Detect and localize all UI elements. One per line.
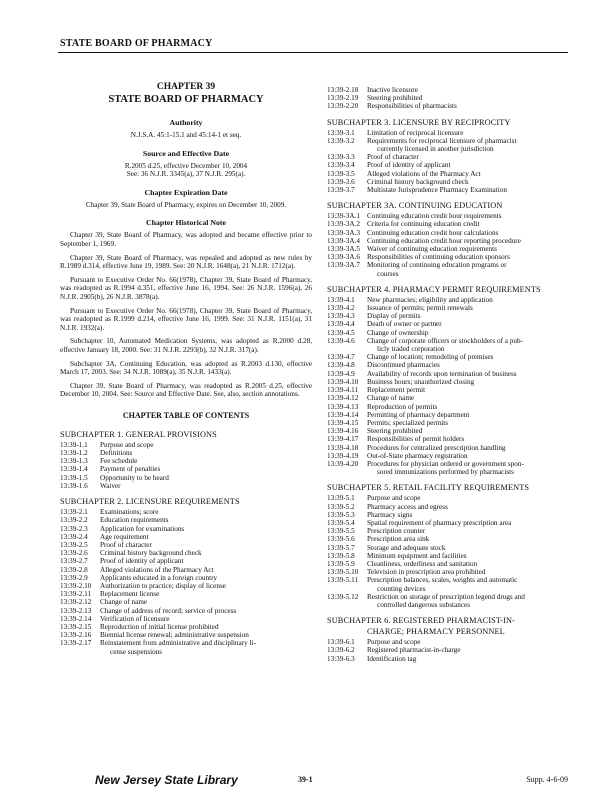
- section-title: Registered pharmacist-in-charge: [367, 646, 461, 655]
- toc-entry: [60, 574, 312, 582]
- toc-entry: [327, 186, 575, 194]
- section-number: 13:39-4.15: [327, 418, 359, 427]
- section-title: Spatial requirement of pharmacy prescription area: [367, 518, 512, 527]
- section-number: 13:39-4.9: [327, 369, 355, 378]
- toc-entry: [327, 394, 575, 402]
- section-title: Alleged violations of the Pharmacy Act: [100, 565, 214, 574]
- section-title: Age requirement: [100, 532, 149, 541]
- section-number: 13:39-2.18: [327, 86, 359, 94]
- section-number: 13:39-5.12: [327, 592, 359, 601]
- section-title: Multistate Jurisprudence Pharmacy Examination: [367, 186, 507, 195]
- section-title: Permitting of pharmacy department: [367, 410, 470, 419]
- subchapter-title: SUBCHAPTER 5. RETAIL FACILITY REQUIREMENTS: [327, 483, 530, 493]
- section-number: 13:39-4.8: [327, 361, 355, 370]
- toc-entry: [327, 86, 575, 94]
- section-title: Inactive licensure: [367, 86, 418, 94]
- section-title: Purpose and scope: [367, 638, 421, 647]
- toc-subchapter: [327, 616, 575, 663]
- toc-entry: [327, 511, 575, 519]
- library-stamp: New Jersey State Library: [95, 773, 238, 787]
- section-number: 13:39-5.10: [327, 568, 359, 577]
- source-line: See: 36 N.J.R. 3345(a), 37 N.J.R. 295(a).: [126, 170, 246, 179]
- toc-entry: [60, 457, 312, 465]
- toc-entry: [60, 516, 312, 524]
- toc-entry: [327, 337, 575, 353]
- toc-subchapter: [60, 430, 312, 490]
- section-number: 13:39-2.17: [60, 639, 92, 648]
- section-number: 13:39-2.4: [60, 532, 88, 541]
- toc-entry: [60, 623, 312, 631]
- section-title: Reproduction of initial license prohibited: [100, 622, 219, 631]
- toc-entry: [327, 137, 575, 153]
- toc-entry: [60, 615, 312, 623]
- section-title: Verification of licensure: [100, 614, 170, 623]
- section-title: Storage and adequate stock: [367, 543, 446, 552]
- section-number: 13:39-2.1: [60, 508, 88, 517]
- section-title: Education requirements: [100, 516, 169, 525]
- toc-entry: [327, 94, 575, 102]
- section-title: Responsibilities of permit holders: [367, 435, 465, 444]
- toc-subchapter: [327, 483, 575, 609]
- toc-entry: [327, 312, 575, 320]
- section-number: 13:39-5.7: [327, 543, 355, 552]
- toc-entry: [327, 568, 575, 576]
- toc-entry: [327, 444, 575, 452]
- section-number: 13:39-3.4: [327, 161, 355, 170]
- expiration-heading: Chapter Expiration Date: [144, 187, 228, 197]
- toc-entry: [60, 482, 312, 490]
- toc-entry: [60, 449, 312, 457]
- section-title: Change of corporate officers or stockholders of a pub- licly traded corporation: [367, 336, 523, 354]
- source-text: [60, 162, 312, 179]
- section-number: 13:39-2.13: [60, 606, 92, 615]
- section-number: 13:39-1.2: [60, 449, 88, 458]
- subchapter-title: SUBCHAPTER 3A. CONTINUING EDUCATION: [327, 201, 503, 211]
- section-number: 13:39-2.19: [327, 94, 359, 103]
- section-title: Payment of penalties: [100, 465, 161, 474]
- toc-subchapter: [327, 118, 575, 195]
- subchapter-title: SUBCHAPTER 4. PHARMACY PERMIT REQUIREMENTS: [327, 284, 541, 294]
- section-title: Replacement license: [100, 590, 160, 599]
- toc-entry: [327, 329, 575, 337]
- toc-entry: [327, 353, 575, 361]
- toc-entry: [327, 593, 575, 609]
- section-number: 13:39-4.1: [327, 295, 355, 304]
- section-number: 13:39-1.3: [60, 457, 88, 466]
- section-title: Waiver: [100, 481, 121, 490]
- section-title: Continuing education credit hour reporting procedure: [367, 236, 521, 245]
- section-title: New pharmacies; eligibility and application: [367, 295, 493, 304]
- section-title: Business hours; unauthorized closing: [367, 377, 475, 386]
- toc-entry: [60, 590, 312, 598]
- toc-entry: [60, 607, 312, 615]
- section-title: Change of address of record; service of process: [100, 606, 237, 615]
- subchapter-title: SUBCHAPTER 3. LICENSURE BY RECIPROCITY: [327, 117, 511, 127]
- section-number: 13:39-4.2: [327, 304, 355, 313]
- toc-entry: [60, 525, 312, 533]
- toc-entry: [327, 494, 575, 502]
- toc-entry: [327, 535, 575, 543]
- toc-entry: [60, 474, 312, 482]
- section-number: 13:39-2.3: [60, 524, 88, 533]
- section-title: Procedures for physician ordered or government spon- sored immunizations performed by pharmacists: [367, 459, 524, 477]
- section-title: Minimum equipment and facilities: [367, 551, 467, 560]
- section-number: 13:39-5.9: [327, 559, 355, 568]
- section-number: 13:39-5.4: [327, 518, 355, 527]
- toc-subchapter: [60, 497, 312, 656]
- chapter-title: STATE BOARD OF PHARMACY: [108, 94, 264, 105]
- section-title: Prescription balances, scales, weights and automatic counting devices: [367, 576, 518, 593]
- running-header: STATE BOARD OF PHARMACY: [60, 38, 213, 49]
- section-number: 13:39-5.6: [327, 535, 355, 544]
- section-number: 13:39-3A.4: [327, 236, 360, 245]
- section-number: 13:39-2.6: [60, 549, 88, 558]
- source-line: R.2005 d.25, effective December 10, 2004: [124, 161, 248, 170]
- toc-entry: [327, 378, 575, 386]
- history-paragraph: Chapter 39, State Board of Pharmacy, was readopted as R.2005 d.25, effective December 10, 2004. See: Source and Effective Date. See, also, section annotations.: [60, 381, 312, 399]
- section-number: 13:39-3.1: [327, 128, 355, 137]
- history-paragraph: Pursuant to Executive Order No. 66(1978), Chapter 39, State Board of Pharmacy, was readopted as R.1999 d.214, effective June 16, 1999. See: 31 N.J.R. 1151(a), 31 N.J.R. 1932(a).: [60, 306, 312, 332]
- section-title: Change of name: [100, 598, 148, 607]
- section-number: 13:39-1.5: [60, 473, 88, 482]
- section-number: 13:39-3A.3: [327, 228, 360, 237]
- history-paragraph: Pursuant to Executive Order No. 66(1978), Chapter 39, State Board of Pharmacy, was readopted as R.1994 d.351, effective June 16, 1994. See: 26 N.J.R. 1596(a), 26 N.J.R. 2905(b), 26 N.J.R. 3878(a).: [60, 275, 312, 301]
- section-number: 13:39-1.1: [60, 440, 88, 449]
- toc-entry: [327, 638, 575, 646]
- toc-entry: [327, 560, 575, 568]
- toc-entry: [327, 304, 575, 312]
- section-title: Reproduction of permits: [367, 402, 438, 411]
- section-number: 13:39-3A.5: [327, 245, 360, 254]
- section-number: 13:39-4.16: [327, 427, 359, 436]
- toc-entry: [60, 533, 312, 541]
- section-number: 13:39-3.6: [327, 177, 355, 186]
- toc-entry: [327, 403, 575, 411]
- authority-heading: Authority: [169, 118, 203, 127]
- section-number: 13:39-1.4: [60, 465, 88, 474]
- section-title: Proof of character: [367, 153, 419, 162]
- section-number: 13:39-4.17: [327, 435, 359, 444]
- section-title: Procedures for centralized prescription handling: [367, 443, 506, 452]
- chapter-label: CHAPTER 39: [156, 82, 216, 92]
- section-title: Purpose and scope: [100, 440, 154, 449]
- section-title: Proof of identity of applicant: [367, 161, 451, 170]
- toc-entry: [327, 253, 575, 261]
- toc-entry: [327, 320, 575, 328]
- toc-entry: [327, 411, 575, 419]
- section-title: Prescription counter: [367, 527, 426, 536]
- toc-entry: [327, 245, 575, 253]
- section-number: 13:39-6.2: [327, 646, 355, 655]
- section-number: 13:39-2.20: [327, 102, 359, 111]
- section-number: 13:39-4.20: [327, 459, 359, 468]
- toc-entry: [327, 519, 575, 527]
- section-number: 13:39-3.2: [327, 136, 355, 145]
- section-title: Limitation of reciprocal licensure: [367, 128, 464, 137]
- section-number: 13:39-5.1: [327, 494, 355, 503]
- section-title: Application for examinations: [100, 524, 185, 533]
- section-number: 13:39-4.5: [327, 328, 355, 337]
- history-paragraph: Subchapter 10, Automated Medication Systems, was adopted as R.2000 d.28, effective January 18, 2000. See: 31 N.J.R. 2293(b), 32 N.J.R. 317(a).: [60, 337, 312, 354]
- section-number: 13:39-3.7: [327, 186, 355, 195]
- section-title: Death of owner or partner: [367, 320, 442, 329]
- section-number: 13:39-2.5: [60, 540, 88, 549]
- section-title: Pharmacy access and egress: [367, 502, 448, 511]
- section-number: 13:39-4.13: [327, 402, 359, 411]
- section-number: 13:39-6.3: [327, 654, 355, 663]
- section-title: Availability of records upon termination of business: [367, 369, 517, 378]
- section-number: 13:39-4.14: [327, 410, 359, 419]
- section-title: Restriction on storage of prescription legend drugs and controlled dangerous substances: [367, 592, 525, 609]
- section-title: Television in prescription area prohibited: [367, 568, 486, 577]
- toc-subchapter: [327, 201, 575, 278]
- section-number: 13:39-5.5: [327, 527, 355, 536]
- section-title: Responsibilities of continuing education sponsors: [367, 253, 510, 262]
- toc-entry: [327, 419, 575, 427]
- section-number: 13:39-2.15: [60, 622, 92, 631]
- left-column: [60, 80, 312, 663]
- section-title: Responsibilities of pharmacists: [367, 102, 457, 111]
- toc-entry: [60, 557, 312, 565]
- toc-right: [327, 86, 575, 663]
- section-number: 13:39-4.4: [327, 320, 355, 329]
- toc-entry: [327, 452, 575, 460]
- section-number: 13:39-4.7: [327, 353, 355, 362]
- section-number: 13:39-3A.1: [327, 212, 360, 221]
- section-title: Fee schedule: [100, 457, 138, 466]
- section-title: Issuance of permits; permit renewals: [367, 304, 473, 313]
- section-number: 13:39-6.1: [327, 638, 355, 647]
- page-number: 39-1: [298, 775, 313, 784]
- section-title: Proof of character: [100, 540, 152, 549]
- section-number: 13:39-3A.7: [327, 261, 360, 270]
- section-number: 13:39-2.8: [60, 565, 88, 574]
- section-title: Identification tag: [367, 654, 417, 663]
- toc-entry: [327, 212, 575, 220]
- toc-entry: [60, 582, 312, 590]
- section-title: Change of ownership: [367, 328, 429, 337]
- toc-entry: [327, 576, 575, 592]
- toc-entry: [327, 435, 575, 443]
- toc-entry: [327, 161, 575, 169]
- section-number: 13:39-4.3: [327, 312, 355, 321]
- section-number: 13:39-2.2: [60, 516, 88, 525]
- toc-entry: [60, 566, 312, 574]
- toc-heading: CHAPTER TABLE OF CONTENTS: [122, 410, 250, 420]
- toc-entry: [327, 386, 575, 394]
- toc-entry: [60, 598, 312, 606]
- history-heading: Chapter Historical Note: [146, 218, 226, 228]
- section-number: 13:39-1.6: [60, 481, 88, 490]
- section-number: 13:39-5.3: [327, 510, 355, 519]
- section-number: 13:39-4.18: [327, 443, 359, 452]
- toc-entry: [327, 552, 575, 560]
- section-title: Proof of identity of applicant: [100, 557, 184, 566]
- toc-entry: [327, 261, 575, 277]
- section-number: 13:39-2.16: [60, 631, 92, 640]
- toc-entry: [327, 646, 575, 654]
- toc-entry: [327, 655, 575, 663]
- toc-entry: [327, 544, 575, 552]
- toc-entry: [60, 631, 312, 639]
- section-number: 13:39-2.9: [60, 573, 88, 582]
- section-number: 13:39-2.14: [60, 614, 92, 623]
- section-title: Criminal history background check: [100, 549, 202, 558]
- toc-left: [60, 430, 312, 656]
- section-title: Criminal history background check: [367, 177, 469, 186]
- section-title: Authorization to practice; display of license: [100, 581, 226, 590]
- toc-entry: [327, 370, 575, 378]
- toc-entry: [327, 102, 575, 110]
- section-title: Permits; specialized permits: [367, 418, 449, 427]
- section-number: 13:39-4.19: [327, 451, 359, 460]
- section-title: Applicants educated in a foreign country: [100, 573, 218, 582]
- toc-entry: [327, 427, 575, 435]
- section-title: Examinations; score: [100, 508, 159, 517]
- toc-entry: [60, 549, 312, 557]
- history-paragraph: Chapter 39, State Board of Pharmacy, was adopted and became effective prior to September 1, 1969.: [60, 231, 312, 248]
- subchapter-title: SUBCHAPTER 1. GENERAL PROVISIONS: [60, 429, 217, 439]
- section-title: Prescription area sink: [367, 535, 430, 544]
- section-title: Change of location; remodeling of premises: [367, 353, 494, 362]
- toc-entry: [327, 229, 575, 237]
- section-title: Definitions: [100, 449, 133, 458]
- section-title: Steering prohibited: [367, 94, 423, 103]
- section-number: 13:39-4.11: [327, 386, 359, 395]
- toc-entry: [60, 465, 312, 473]
- section-number: 13:39-3A.2: [327, 220, 360, 229]
- section-title: Criteria for continuing education credit: [367, 220, 480, 229]
- toc-subchapter: [327, 86, 575, 111]
- section-number: 13:39-3.5: [327, 169, 355, 178]
- toc-entry: [60, 639, 312, 655]
- section-title: Steering prohibited: [367, 427, 423, 436]
- toc-entry: [60, 541, 312, 549]
- subchapter-title: CHARGE; PHARMACY PERSONNEL: [367, 627, 505, 637]
- section-number: 13:39-2.11: [60, 590, 92, 599]
- toc-entry: [327, 178, 575, 186]
- section-title: Continuing education credit hour requirements: [367, 212, 502, 221]
- section-title: Waiver of continuing education requirements: [367, 245, 497, 254]
- section-number: 13:39-4.10: [327, 377, 359, 386]
- section-title: Requirements for reciprocal licensure of pharmacist currently licensed in another jurisdiction: [367, 136, 517, 154]
- history-paragraph: Chapter 39, State Board of Pharmacy, was repealed and adopted as new rules by R.1989 d.314, effective June 19, 1989. See: 20 N.J.R. 1648(a), 21 N.J.R. 1712(a).: [60, 253, 312, 271]
- section-number: 13:39-3A.6: [327, 253, 360, 262]
- expiration-text: Chapter 39, State Board of Pharmacy, expires on December 10, 2009.: [85, 200, 287, 209]
- section-title: Reinstatement from administrative and disciplinary li- cense suspensions: [100, 639, 256, 656]
- toc-entry: [327, 153, 575, 161]
- section-title: Change of name: [367, 394, 415, 403]
- history-paragraph: Subchapter 3A, Continuing Education, was adopted as R.2003 d.130, effective March 17, 2003. See: 34 N.J.R. 1089(a), 35 N.J.R. 1433(a).: [60, 359, 312, 377]
- header-rule: [58, 52, 568, 53]
- toc-entry: [327, 296, 575, 304]
- section-title: Pharmacy signs: [367, 510, 413, 519]
- section-title: Continuing education credit hour calculations: [367, 228, 499, 237]
- section-title: Biennial license renewal; administrative suspension: [100, 631, 249, 640]
- section-title: Display of permits: [367, 312, 421, 321]
- section-number: 13:39-5.11: [327, 576, 359, 585]
- section-number: 13:39-2.10: [60, 581, 92, 590]
- toc-entry: [60, 441, 312, 449]
- toc-entry: [327, 527, 575, 535]
- section-title: Opportunity to be heard: [100, 473, 169, 482]
- toc-entry: [327, 361, 575, 369]
- source-heading: Source and Effective Date: [142, 148, 230, 158]
- section-number: 13:39-2.12: [60, 598, 92, 607]
- section-title: Purpose and scope: [367, 494, 421, 503]
- toc-entry: [327, 460, 575, 476]
- section-number: 13:39-3.3: [327, 153, 355, 162]
- section-number: 13:39-4.12: [327, 394, 359, 403]
- subchapter-title: SUBCHAPTER 2. LICENSURE REQUIREMENTS: [60, 497, 240, 507]
- section-title: Monitoring of continuing education programs or courses: [367, 261, 507, 278]
- section-number: 13:39-2.7: [60, 557, 88, 566]
- toc-entry: [327, 220, 575, 228]
- toc-subchapter: [327, 285, 575, 476]
- section-title: Cleanliness, orderliness and sanitation: [367, 559, 478, 568]
- section-title: Out-of-State pharmacy registration: [367, 451, 468, 460]
- section-title: Discontinued pharmacies: [367, 361, 440, 370]
- toc-entry: [327, 503, 575, 511]
- section-number: 13:39-4.6: [327, 336, 355, 345]
- section-number: 13:39-5.2: [327, 502, 355, 511]
- toc-entry: [327, 237, 575, 245]
- section-number: 13:39-5.8: [327, 551, 355, 560]
- toc-entry: [327, 170, 575, 178]
- subchapter-title: SUBCHAPTER 6. REGISTERED PHARMACIST-IN-: [327, 616, 515, 626]
- section-title: Alleged violations of the Pharmacy Act: [367, 169, 481, 178]
- authority-text: N.J.S.A. 45:1-15.1 and 45:14-1 et seq.: [130, 131, 242, 139]
- right-column: [327, 86, 575, 670]
- history-notes: [60, 231, 312, 399]
- toc-entry: [60, 508, 312, 516]
- toc-entry: [327, 129, 575, 137]
- supplement-date: Supp. 4-6-09: [526, 775, 568, 784]
- section-title: Replacement permit: [367, 386, 426, 395]
